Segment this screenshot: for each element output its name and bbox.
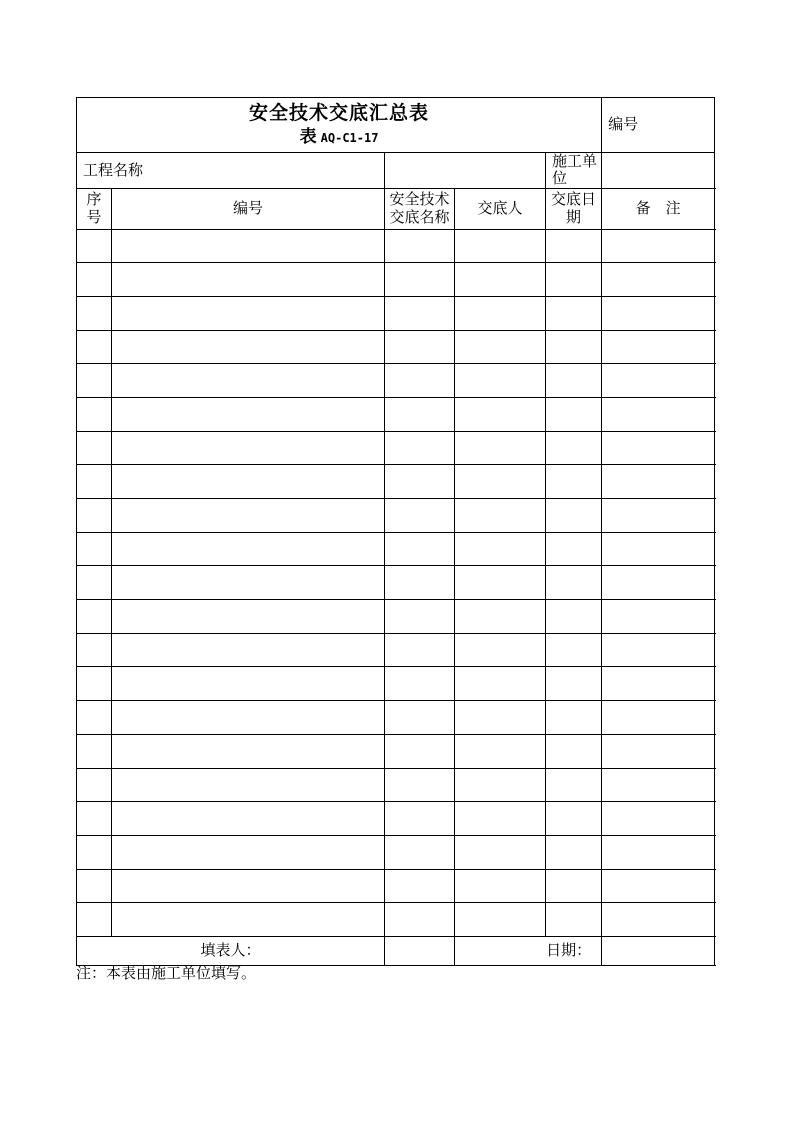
table-row bbox=[77, 768, 715, 802]
cell-remarks[interactable] bbox=[602, 802, 715, 836]
cell-number[interactable] bbox=[112, 667, 385, 701]
form-code-value: AQ-C1-17 bbox=[320, 130, 379, 145]
table-row bbox=[77, 330, 715, 364]
column-header-seq bbox=[77, 188, 112, 229]
cell-remarks[interactable] bbox=[602, 364, 715, 398]
cell-seq[interactable] bbox=[77, 364, 112, 398]
cell-date[interactable] bbox=[546, 532, 602, 566]
table-row bbox=[77, 397, 715, 431]
cell-number[interactable] bbox=[112, 903, 385, 937]
cell-number[interactable] bbox=[112, 802, 385, 836]
cell-name[interactable] bbox=[385, 802, 455, 836]
column-header-number: 编号 bbox=[112, 188, 385, 229]
date-label: 日期： bbox=[455, 936, 602, 965]
cell-person[interactable] bbox=[455, 903, 546, 937]
column-header-date: 交底日期 bbox=[546, 188, 602, 229]
cell-date[interactable] bbox=[546, 633, 602, 667]
cell-remarks[interactable] bbox=[602, 600, 715, 634]
cell-person[interactable] bbox=[455, 701, 546, 735]
cell-name[interactable] bbox=[385, 835, 455, 869]
cell-name[interactable] bbox=[385, 566, 455, 600]
cell-person[interactable] bbox=[455, 431, 546, 465]
table-row bbox=[77, 734, 715, 768]
table-row bbox=[77, 869, 715, 903]
cell-person[interactable] bbox=[455, 633, 546, 667]
cell-name[interactable] bbox=[385, 263, 455, 297]
cell-name[interactable] bbox=[385, 431, 455, 465]
table-row bbox=[77, 532, 715, 566]
table-row bbox=[77, 701, 715, 735]
table-row bbox=[77, 263, 715, 297]
cell-number[interactable] bbox=[112, 532, 385, 566]
safety-briefing-summary-form bbox=[76, 97, 715, 966]
cell-date[interactable] bbox=[546, 263, 602, 297]
cell-date[interactable] bbox=[546, 499, 602, 533]
cell-seq[interactable] bbox=[77, 499, 112, 533]
cell-number[interactable] bbox=[112, 499, 385, 533]
cell-name[interactable] bbox=[385, 633, 455, 667]
cell-number[interactable] bbox=[112, 364, 385, 398]
cell-seq[interactable] bbox=[77, 229, 112, 263]
cell-seq[interactable] bbox=[77, 667, 112, 701]
cell-name[interactable] bbox=[385, 296, 455, 330]
cell-seq[interactable] bbox=[77, 701, 112, 735]
column-header-seq-line1: 序 bbox=[86, 190, 102, 209]
cell-number[interactable] bbox=[112, 397, 385, 431]
cell-number[interactable] bbox=[112, 566, 385, 600]
cell-date[interactable] bbox=[546, 465, 602, 499]
cell-date[interactable] bbox=[546, 364, 602, 398]
cell-name[interactable] bbox=[385, 600, 455, 634]
cell-date[interactable] bbox=[546, 397, 602, 431]
cell-remarks[interactable] bbox=[602, 869, 715, 903]
cell-number[interactable] bbox=[112, 263, 385, 297]
cell-number[interactable] bbox=[112, 835, 385, 869]
cell-seq[interactable] bbox=[77, 903, 112, 937]
cell-seq[interactable] bbox=[77, 835, 112, 869]
cell-person[interactable] bbox=[455, 802, 546, 836]
table-row bbox=[77, 364, 715, 398]
form-title-main: 安全技术交底汇总表 bbox=[249, 101, 430, 124]
cell-name[interactable] bbox=[385, 701, 455, 735]
cell-remarks[interactable] bbox=[602, 431, 715, 465]
cell-person[interactable] bbox=[455, 869, 546, 903]
table-row bbox=[77, 835, 715, 869]
cell-person[interactable] bbox=[455, 364, 546, 398]
cell-person[interactable] bbox=[455, 734, 546, 768]
cell-seq[interactable] bbox=[77, 532, 112, 566]
cell-date[interactable] bbox=[546, 667, 602, 701]
table-row bbox=[77, 566, 715, 600]
cell-name[interactable] bbox=[385, 465, 455, 499]
cell-seq[interactable] bbox=[77, 869, 112, 903]
cell-date[interactable] bbox=[546, 431, 602, 465]
cell-name[interactable] bbox=[385, 768, 455, 802]
date-field[interactable] bbox=[602, 936, 715, 965]
cell-date[interactable] bbox=[546, 768, 602, 802]
form-note: 注：本表由施工单位填写。 bbox=[76, 964, 257, 982]
cell-name[interactable] bbox=[385, 869, 455, 903]
cell-date[interactable] bbox=[546, 835, 602, 869]
cell-number[interactable] bbox=[112, 431, 385, 465]
cell-remarks[interactable] bbox=[602, 229, 715, 263]
table-row bbox=[77, 802, 715, 836]
cell-person[interactable] bbox=[455, 667, 546, 701]
project-name-label: 工程名称 bbox=[77, 153, 385, 189]
cell-remarks[interactable] bbox=[602, 465, 715, 499]
cell-date[interactable] bbox=[546, 296, 602, 330]
table-row bbox=[77, 229, 715, 263]
cell-seq[interactable] bbox=[77, 330, 112, 364]
cell-person[interactable] bbox=[455, 499, 546, 533]
number-label: 编号 bbox=[602, 98, 715, 153]
cell-person[interactable] bbox=[455, 397, 546, 431]
cell-date[interactable] bbox=[546, 903, 602, 937]
form-code bbox=[77, 128, 601, 148]
cell-date[interactable] bbox=[546, 229, 602, 263]
column-header-person: 交底人 bbox=[455, 188, 546, 229]
cell-number[interactable] bbox=[112, 701, 385, 735]
cell-date[interactable] bbox=[546, 330, 602, 364]
project-name-field[interactable] bbox=[385, 153, 546, 189]
cell-remarks[interactable] bbox=[602, 532, 715, 566]
cell-seq[interactable] bbox=[77, 397, 112, 431]
cell-person[interactable] bbox=[455, 229, 546, 263]
cell-seq[interactable] bbox=[77, 633, 112, 667]
cell-remarks[interactable] bbox=[602, 903, 715, 937]
cell-person[interactable] bbox=[455, 768, 546, 802]
cell-date[interactable] bbox=[546, 600, 602, 634]
cell-seq[interactable] bbox=[77, 465, 112, 499]
cell-remarks[interactable] bbox=[602, 263, 715, 297]
construction-unit-label: 施工单位 bbox=[546, 153, 602, 189]
cell-date[interactable] bbox=[546, 802, 602, 836]
table-row bbox=[77, 667, 715, 701]
cell-remarks[interactable] bbox=[602, 734, 715, 768]
cell-seq[interactable] bbox=[77, 734, 112, 768]
cell-number[interactable] bbox=[112, 600, 385, 634]
cell-remarks[interactable] bbox=[602, 330, 715, 364]
cell-name[interactable] bbox=[385, 364, 455, 398]
cell-name[interactable] bbox=[385, 499, 455, 533]
cell-date[interactable] bbox=[546, 869, 602, 903]
cell-seq[interactable] bbox=[77, 431, 112, 465]
cell-person[interactable] bbox=[455, 600, 546, 634]
cell-date[interactable] bbox=[546, 566, 602, 600]
cell-number[interactable] bbox=[112, 296, 385, 330]
column-header-seq-line2: 号 bbox=[86, 207, 102, 226]
column-header-name: 安全技术交底名称 bbox=[385, 188, 455, 229]
cell-remarks[interactable] bbox=[602, 667, 715, 701]
form-code-prefix: 表 bbox=[299, 126, 317, 147]
table-row bbox=[77, 903, 715, 937]
cell-seq[interactable] bbox=[77, 802, 112, 836]
cell-date[interactable] bbox=[546, 734, 602, 768]
cell-remarks[interactable] bbox=[602, 566, 715, 600]
cell-name[interactable] bbox=[385, 734, 455, 768]
cell-person[interactable] bbox=[455, 835, 546, 869]
cell-name[interactable] bbox=[385, 397, 455, 431]
cell-name[interactable] bbox=[385, 532, 455, 566]
cell-person[interactable] bbox=[455, 566, 546, 600]
construction-unit-field[interactable] bbox=[602, 153, 715, 189]
cell-seq[interactable] bbox=[77, 263, 112, 297]
cell-person[interactable] bbox=[455, 465, 546, 499]
cell-person[interactable] bbox=[455, 263, 546, 297]
cell-seq[interactable] bbox=[77, 768, 112, 802]
table-row bbox=[77, 465, 715, 499]
table-row bbox=[77, 633, 715, 667]
cell-number[interactable] bbox=[112, 229, 385, 263]
cell-person[interactable] bbox=[455, 296, 546, 330]
table-row bbox=[77, 296, 715, 330]
cell-remarks[interactable] bbox=[602, 633, 715, 667]
cell-name[interactable] bbox=[385, 229, 455, 263]
table-row bbox=[77, 431, 715, 465]
cell-name[interactable] bbox=[385, 903, 455, 937]
cell-remarks[interactable] bbox=[602, 768, 715, 802]
cell-remarks[interactable] bbox=[602, 701, 715, 735]
cell-remarks[interactable] bbox=[602, 835, 715, 869]
cell-seq[interactable] bbox=[77, 600, 112, 634]
filler-label: 填表人： bbox=[77, 936, 385, 965]
cell-seq[interactable] bbox=[77, 296, 112, 330]
cell-number[interactable] bbox=[112, 633, 385, 667]
cell-remarks[interactable] bbox=[602, 296, 715, 330]
filler-field[interactable] bbox=[385, 936, 455, 965]
cell-seq[interactable] bbox=[77, 566, 112, 600]
table-row bbox=[77, 600, 715, 634]
cell-number[interactable] bbox=[112, 330, 385, 364]
cell-remarks[interactable] bbox=[602, 397, 715, 431]
cell-name[interactable] bbox=[385, 667, 455, 701]
cell-remarks[interactable] bbox=[602, 499, 715, 533]
table-row bbox=[77, 499, 715, 533]
cell-name[interactable] bbox=[385, 330, 455, 364]
cell-number[interactable] bbox=[112, 869, 385, 903]
cell-person[interactable] bbox=[455, 532, 546, 566]
form-title bbox=[77, 98, 602, 153]
cell-number[interactable] bbox=[112, 768, 385, 802]
cell-person[interactable] bbox=[455, 330, 546, 364]
cell-date[interactable] bbox=[546, 701, 602, 735]
column-header-remarks: 备 注 bbox=[602, 188, 715, 229]
cell-number[interactable] bbox=[112, 465, 385, 499]
cell-number[interactable] bbox=[112, 734, 385, 768]
